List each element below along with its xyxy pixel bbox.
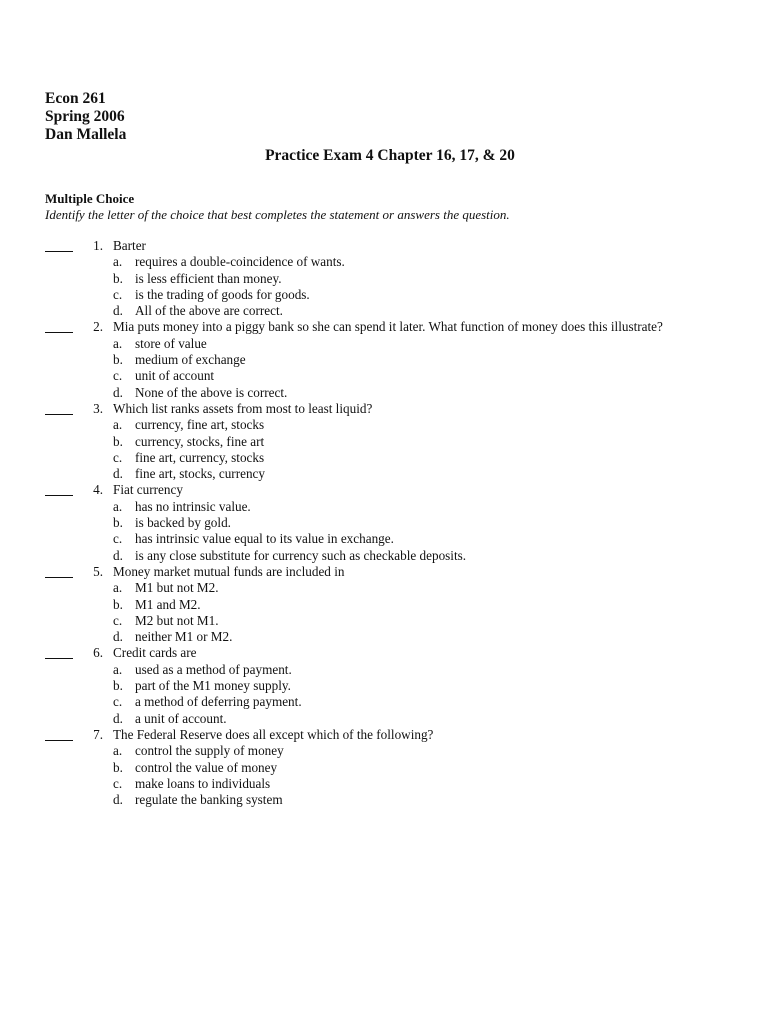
- question-number: 7.: [93, 726, 103, 742]
- option-text: regulate the banking system: [135, 792, 283, 808]
- option-letter: c.: [113, 612, 123, 628]
- option-letter: d.: [113, 629, 123, 645]
- option-letter: b.: [113, 352, 123, 368]
- exam-title: Practice Exam 4 Chapter 16, 17, & 20: [265, 147, 515, 164]
- option-text: has intrinsic value equal to its value in exchange.: [135, 531, 394, 547]
- option-letter: a.: [113, 254, 123, 270]
- option-text: medium of exchange: [135, 352, 246, 368]
- option-letter: a.: [113, 661, 123, 677]
- option-text: control the value of money: [135, 759, 278, 775]
- question-number: 5.: [93, 563, 103, 579]
- option-letter: c.: [113, 694, 123, 710]
- option-letter: a.: [113, 580, 123, 596]
- option-letter: a.: [113, 498, 123, 514]
- option-text: unit of account: [135, 368, 215, 384]
- option-letter: c.: [113, 368, 123, 384]
- option-text: is any close substitute for currency such as checkable deposits.: [135, 547, 467, 563]
- option-text: a unit of account.: [135, 710, 227, 726]
- option-text: currency, fine art, stocks: [135, 417, 265, 433]
- option-letter: a.: [113, 417, 123, 433]
- option-text: None of the above is correct.: [135, 384, 288, 400]
- option-text: fine art, stocks, currency: [135, 466, 265, 482]
- option-letter: c.: [113, 531, 123, 547]
- option-text: M2 but not M1.: [135, 612, 219, 628]
- option-letter: b.: [113, 678, 123, 694]
- option-letter: c.: [113, 449, 123, 465]
- question-text: Fiat currency: [113, 482, 183, 498]
- instructor-name: Dan Mallela: [45, 126, 127, 143]
- option-text: requires a double-coincidence of wants.: [135, 254, 345, 270]
- option-letter: a.: [113, 335, 123, 351]
- option-text: M1 but not M2.: [135, 580, 219, 596]
- option-letter: c.: [113, 286, 123, 302]
- question-text: The Federal Reserve does all except which of the following?: [113, 726, 434, 742]
- option-letter: d.: [113, 303, 123, 319]
- option-letter: b.: [113, 596, 123, 612]
- question-text: Money market mutual funds are included in: [113, 563, 345, 579]
- question-text: Credit cards are: [113, 645, 197, 661]
- section-instructions: Identify the letter of the choice that best completes the statement or answers the question.: [45, 207, 510, 222]
- question-number: 6.: [93, 645, 103, 661]
- question-number: 3.: [93, 400, 103, 416]
- option-text: make loans to individuals: [135, 775, 271, 791]
- option-letter: d.: [113, 384, 123, 400]
- option-text: neither M1 or M2.: [135, 629, 233, 645]
- section-intro: [45, 191, 510, 223]
- option-text: is less efficient than money.: [135, 270, 282, 286]
- course-name: Econ 261: [45, 90, 106, 107]
- option-letter: d.: [113, 466, 123, 482]
- option-text: has no intrinsic value.: [135, 498, 251, 514]
- option-text: store of value: [135, 335, 207, 351]
- question-text: Mia puts money into a piggy bank so she can spend it later. What function of money does this illustrate?: [113, 319, 663, 335]
- question-text: Which list ranks assets from most to least liquid?: [113, 400, 373, 416]
- question-number: 4.: [93, 482, 103, 498]
- option-text: control the supply of money: [135, 743, 284, 759]
- section-heading: Multiple Choice: [45, 191, 135, 206]
- option-text: M1 and M2.: [135, 596, 201, 612]
- option-text: part of the M1 money supply.: [135, 678, 291, 694]
- option-letter: b.: [113, 759, 123, 775]
- option-text: currency, stocks, fine art: [135, 433, 265, 449]
- question-number: 1.: [93, 238, 103, 253]
- option-letter: d.: [113, 792, 123, 808]
- option-letter: c.: [113, 775, 123, 791]
- option-letter: b.: [113, 515, 123, 531]
- option-letter: d.: [113, 547, 123, 563]
- option-text: a method of deferring payment.: [135, 694, 302, 710]
- term: Spring 2006: [45, 108, 125, 125]
- option-letter: a.: [113, 743, 123, 759]
- question-number: 2.: [93, 319, 103, 335]
- option-text: All of the above are correct.: [135, 303, 283, 319]
- document-header: [45, 90, 126, 144]
- option-letter: b.: [113, 433, 123, 449]
- option-letter: d.: [113, 710, 123, 726]
- option-text: is backed by gold.: [135, 515, 231, 531]
- option-text: fine art, currency, stocks: [135, 449, 265, 465]
- option-text: is the trading of goods for goods.: [135, 286, 310, 302]
- option-text: used as a method of payment.: [135, 661, 292, 677]
- question-text: Barter: [113, 238, 146, 253]
- option-letter: b.: [113, 270, 123, 286]
